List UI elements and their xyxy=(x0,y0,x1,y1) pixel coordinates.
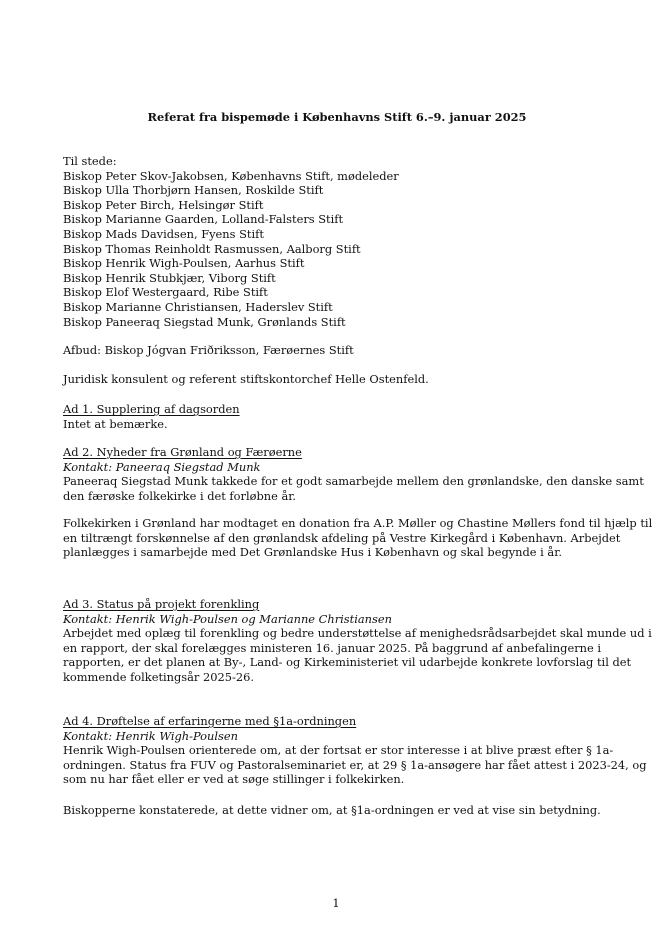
agenda-item-4 xyxy=(63,714,647,787)
paragraph-line: ordningen. Status fra FUV og Pastoralseminariet er, at 29 § 1a-ansøgere har fået attest i 2023-24, og xyxy=(63,757,647,772)
agenda-item-2 xyxy=(63,445,644,503)
attendee: Biskop Elof Westergaard, Ribe Stift xyxy=(63,285,268,300)
paragraph-line: planlægges i samarbejde med Det Grønlandske Hus i København og skal begynde i år. xyxy=(63,545,563,560)
attendee: Biskop Ulla Thorbjørn Hansen, Roskilde Stift xyxy=(63,183,324,198)
paragraph-line: en rapport, der skal forelægges ministeren 16. januar 2025. På baggrund af anbefalingerne i xyxy=(63,640,601,655)
agenda-item-4-paragraph-2 xyxy=(63,803,611,818)
agenda-item-contact: Kontakt: Henrik Wigh-Poulsen xyxy=(63,728,238,743)
agenda-item-heading: Ad 1. Supplering af dagsorden xyxy=(63,402,240,416)
paragraph-line: Arbejdet med oplæg til forenkling og bedre understøttelse af menighedsrådsarbejdet skal munde ud i xyxy=(63,626,652,641)
referent-note xyxy=(63,372,611,387)
paragraph-line: en tiltrængt forskønnelse af den grønlandsk afdeling på Vestre Kirkegård i København. Arbejdet xyxy=(63,530,621,545)
document-title: Referat fra bispemøde i Københavns Stift 6.–9. januar 2025 xyxy=(147,110,527,124)
attendance-heading: Til stede: xyxy=(63,154,117,168)
paragraph-line: Biskopperne konstaterede, at dette vidner om, at §1a-ordningen er ved at vise sin betydning. xyxy=(63,803,601,817)
attendee: Biskop Mads Davidsen, Fyens Stift xyxy=(63,226,264,241)
agenda-item-heading: Ad 4. Drøftelse af erfaringerne med §1a-ordningen xyxy=(63,714,357,728)
attendee: Biskop Peter Skov-Jakobsen, Københavns Stift, mødeleder xyxy=(63,168,399,183)
attendance-section xyxy=(63,154,611,329)
agenda-item-contact: Kontakt: Henrik Wigh-Poulsen og Marianne Christiansen xyxy=(63,611,392,626)
attendee: Biskop Peter Birch, Helsingør Stift xyxy=(63,197,264,212)
attendee: Biskop Paneeraq Siegstad Munk, Grønlands Stift xyxy=(63,314,346,329)
page-number: 1 xyxy=(332,896,340,910)
paragraph-line: kommende folketingsår 2025-26. xyxy=(63,669,254,684)
attendee: Biskop Henrik Stubkjær, Viborg Stift xyxy=(63,270,276,285)
absence-text: Afbud: Biskop Jógvan Friðriksson, Færøernes Stift xyxy=(63,343,354,357)
paragraph-line: Folkekirken i Grønland har modtaget en donation fra A.P. Møller og Chastine Møllers fond til hjælp til xyxy=(63,516,653,530)
attendee: Biskop Marianne Christiansen, Haderslev Stift xyxy=(63,299,333,314)
referent-text: Juridisk konsulent og referent stiftskontorchef Helle Ostenfeld. xyxy=(63,372,429,386)
agenda-item-heading: Ad 3. Status på projekt forenkling xyxy=(63,597,260,611)
agenda-item-text: Intet at bemærke. xyxy=(63,416,168,431)
paragraph-line: den færøske folkekirke i det forløbne år. xyxy=(63,488,297,503)
agenda-item-contact: Kontakt: Paneeraq Siegstad Munk xyxy=(63,459,261,474)
agenda-item-3 xyxy=(63,597,652,685)
paragraph-line: som nu har fået eller er ved at søge stillinger i folkekirken. xyxy=(63,772,405,787)
agenda-item-1 xyxy=(63,402,611,431)
paragraph-line: rapporten, er det planen at By-, Land- og Kirkeministeriet vil udarbejde konkrete lovforslag til det xyxy=(63,655,632,670)
attendee: Biskop Thomas Reinholdt Rasmussen, Aalborg Stift xyxy=(63,241,361,256)
attendee: Biskop Henrik Wigh-Poulsen, Aarhus Stift xyxy=(63,256,305,271)
absence-note xyxy=(63,343,611,358)
agenda-item-heading: Ad 2. Nyheder fra Grønland og Færøerne xyxy=(63,445,302,459)
attendee: Biskop Marianne Gaarden, Lolland-Falsters Stift xyxy=(63,212,344,227)
paragraph-line: Paneeraq Siegstad Munk takkede for et godt samarbejde mellem den grønlandske, den danske samt xyxy=(63,474,644,489)
paragraph-line: Henrik Wigh-Poulsen orienterede om, at der fortsat er stor interesse i at blive præst efter § 1a- xyxy=(63,743,614,758)
agenda-item-2-paragraph-2 xyxy=(63,516,653,560)
